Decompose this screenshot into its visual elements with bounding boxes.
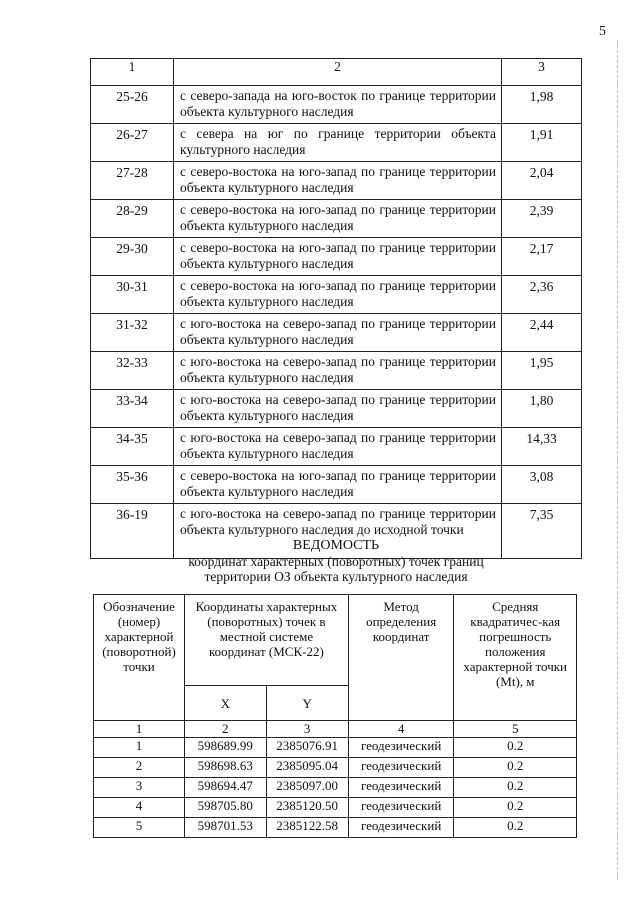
y-cell: 2385122.58 — [266, 818, 348, 838]
column-number: 2 — [185, 721, 267, 738]
segment-cell: 33-34 — [91, 390, 174, 428]
table-row — [91, 276, 582, 314]
y-cell: 2385076.91 — [266, 738, 348, 758]
table-header-row — [94, 595, 577, 686]
description-cell: с северо-востока на юго-запад по границе территории объекта культурного наследия — [174, 238, 502, 276]
error-cell: 0.2 — [454, 798, 577, 818]
column-number: 1 — [94, 721, 185, 738]
segment-cell: 36-19 — [91, 504, 174, 559]
table-row — [91, 466, 582, 504]
length-cell: 14,33 — [502, 428, 582, 466]
x-cell: 598689.99 — [185, 738, 267, 758]
method-cell: геодезический — [348, 818, 454, 838]
length-cell: 2,44 — [502, 314, 582, 352]
table-row — [94, 778, 577, 798]
segment-cell: 25-26 — [91, 86, 174, 124]
margin-line — [617, 40, 618, 880]
table-row — [91, 238, 582, 276]
column-number: 2 — [174, 59, 502, 86]
point-cell: 2 — [94, 758, 185, 778]
y-cell: 2385120.50 — [266, 798, 348, 818]
table-row — [91, 390, 582, 428]
document-subtitle: координат характерных (поворотных) точек границ — [188, 554, 484, 569]
method-cell: геодезический — [348, 738, 454, 758]
table-row — [91, 86, 582, 124]
length-cell: 1,91 — [502, 124, 582, 162]
description-cell: с юго-востока на северо-запад по границе территории объекта культурного наследия — [174, 314, 502, 352]
header-coordinates: Координаты характерных (поворотных) точек в местной системе координат (МСК-22) — [185, 595, 349, 686]
length-cell: 3,08 — [502, 466, 582, 504]
x-cell: 598698.63 — [185, 758, 267, 778]
table-row — [91, 200, 582, 238]
column-numbers-row — [94, 721, 577, 738]
description-cell: с юго-востока на северо-запад по границе территории объекта культурного наследия — [174, 352, 502, 390]
length-cell: 7,35 — [502, 504, 582, 559]
table-row — [91, 162, 582, 200]
header-x: X — [185, 686, 267, 721]
table-row — [91, 314, 582, 352]
column-number: 5 — [454, 721, 577, 738]
table-row — [91, 352, 582, 390]
table-row — [94, 818, 577, 838]
y-cell: 2385097.00 — [266, 778, 348, 798]
document-title: ВЕДОМОСТЬ — [292, 538, 380, 553]
error-cell: 0.2 — [454, 778, 577, 798]
point-cell: 3 — [94, 778, 185, 798]
x-cell: 598694.47 — [185, 778, 267, 798]
description-cell: с северо-востока на юго-запад по границе территории объекта культурного наследия — [174, 276, 502, 314]
segment-cell: 30-31 — [91, 276, 174, 314]
x-cell: 598705.80 — [185, 798, 267, 818]
length-cell: 1,98 — [502, 86, 582, 124]
table-row — [91, 428, 582, 466]
point-cell: 5 — [94, 818, 185, 838]
table-row — [94, 798, 577, 818]
coordinates-table — [93, 594, 577, 838]
table-row — [94, 738, 577, 758]
error-cell: 0.2 — [454, 818, 577, 838]
description-cell: с северо-востока на юго-запад по границе территории объекта культурного наследия — [174, 162, 502, 200]
length-cell: 2,17 — [502, 238, 582, 276]
description-cell: с северо-запада на юго-восток по границе территории объекта культурного наследия — [174, 86, 502, 124]
page-number: 5 — [599, 24, 606, 39]
table-row — [91, 124, 582, 162]
x-cell: 598701.53 — [185, 818, 267, 838]
length-cell: 2,39 — [502, 200, 582, 238]
coordinates-table-body — [94, 738, 577, 838]
segment-cell: 28-29 — [91, 200, 174, 238]
description-cell: с юго-востока на северо-запад по границе территории объекта культурного наследия до исходной точки — [174, 504, 502, 559]
y-cell: 2385095.04 — [266, 758, 348, 778]
point-cell: 4 — [94, 798, 185, 818]
header-designation: Обозначение (номер) характерной (поворотной) точки — [94, 595, 185, 721]
length-cell: 1,80 — [502, 390, 582, 428]
description-cell: с северо-востока на юго-запад по границе территории объекта культурного наследия — [174, 466, 502, 504]
segment-cell: 29-30 — [91, 238, 174, 276]
segment-cell: 34-35 — [91, 428, 174, 466]
point-cell: 1 — [94, 738, 185, 758]
description-cell: с юго-востока на северо-запад по границе территории объекта культурного наследия — [174, 428, 502, 466]
column-number: 1 — [91, 59, 174, 86]
length-cell: 1,95 — [502, 352, 582, 390]
boundary-table — [90, 58, 582, 559]
description-cell: с северо-востока на юго-запад по границе территории объекта культурного наследия — [174, 200, 502, 238]
column-number: 4 — [348, 721, 454, 738]
method-cell: геодезический — [348, 798, 454, 818]
method-cell: геодезический — [348, 778, 454, 798]
description-cell: с севера на юг по границе территории объекта культурного наследия — [174, 124, 502, 162]
error-cell: 0.2 — [454, 758, 577, 778]
header-error: Средняя квадратичес-кая погрешность положения характерной точки (Mt), м — [454, 595, 577, 721]
method-cell: геодезический — [348, 758, 454, 778]
segment-cell: 31-32 — [91, 314, 174, 352]
document-subtitle: территории ОЗ объекта культурного наследия — [204, 569, 468, 584]
table-header-row — [91, 59, 582, 86]
error-cell: 0.2 — [454, 738, 577, 758]
column-number: 3 — [266, 721, 348, 738]
segment-cell: 26-27 — [91, 124, 174, 162]
column-number: 3 — [502, 59, 582, 86]
segment-cell: 35-36 — [91, 466, 174, 504]
header-y: Y — [266, 686, 348, 721]
segment-cell: 32-33 — [91, 352, 174, 390]
length-cell: 2,36 — [502, 276, 582, 314]
segment-cell: 27-28 — [91, 162, 174, 200]
description-cell: с юго-востока на северо-запад по границе территории объекта культурного наследия — [174, 390, 502, 428]
table-row — [94, 758, 577, 778]
boundary-table-body — [91, 86, 582, 559]
length-cell: 2,04 — [502, 162, 582, 200]
header-method: Метод определения координат — [348, 595, 454, 721]
